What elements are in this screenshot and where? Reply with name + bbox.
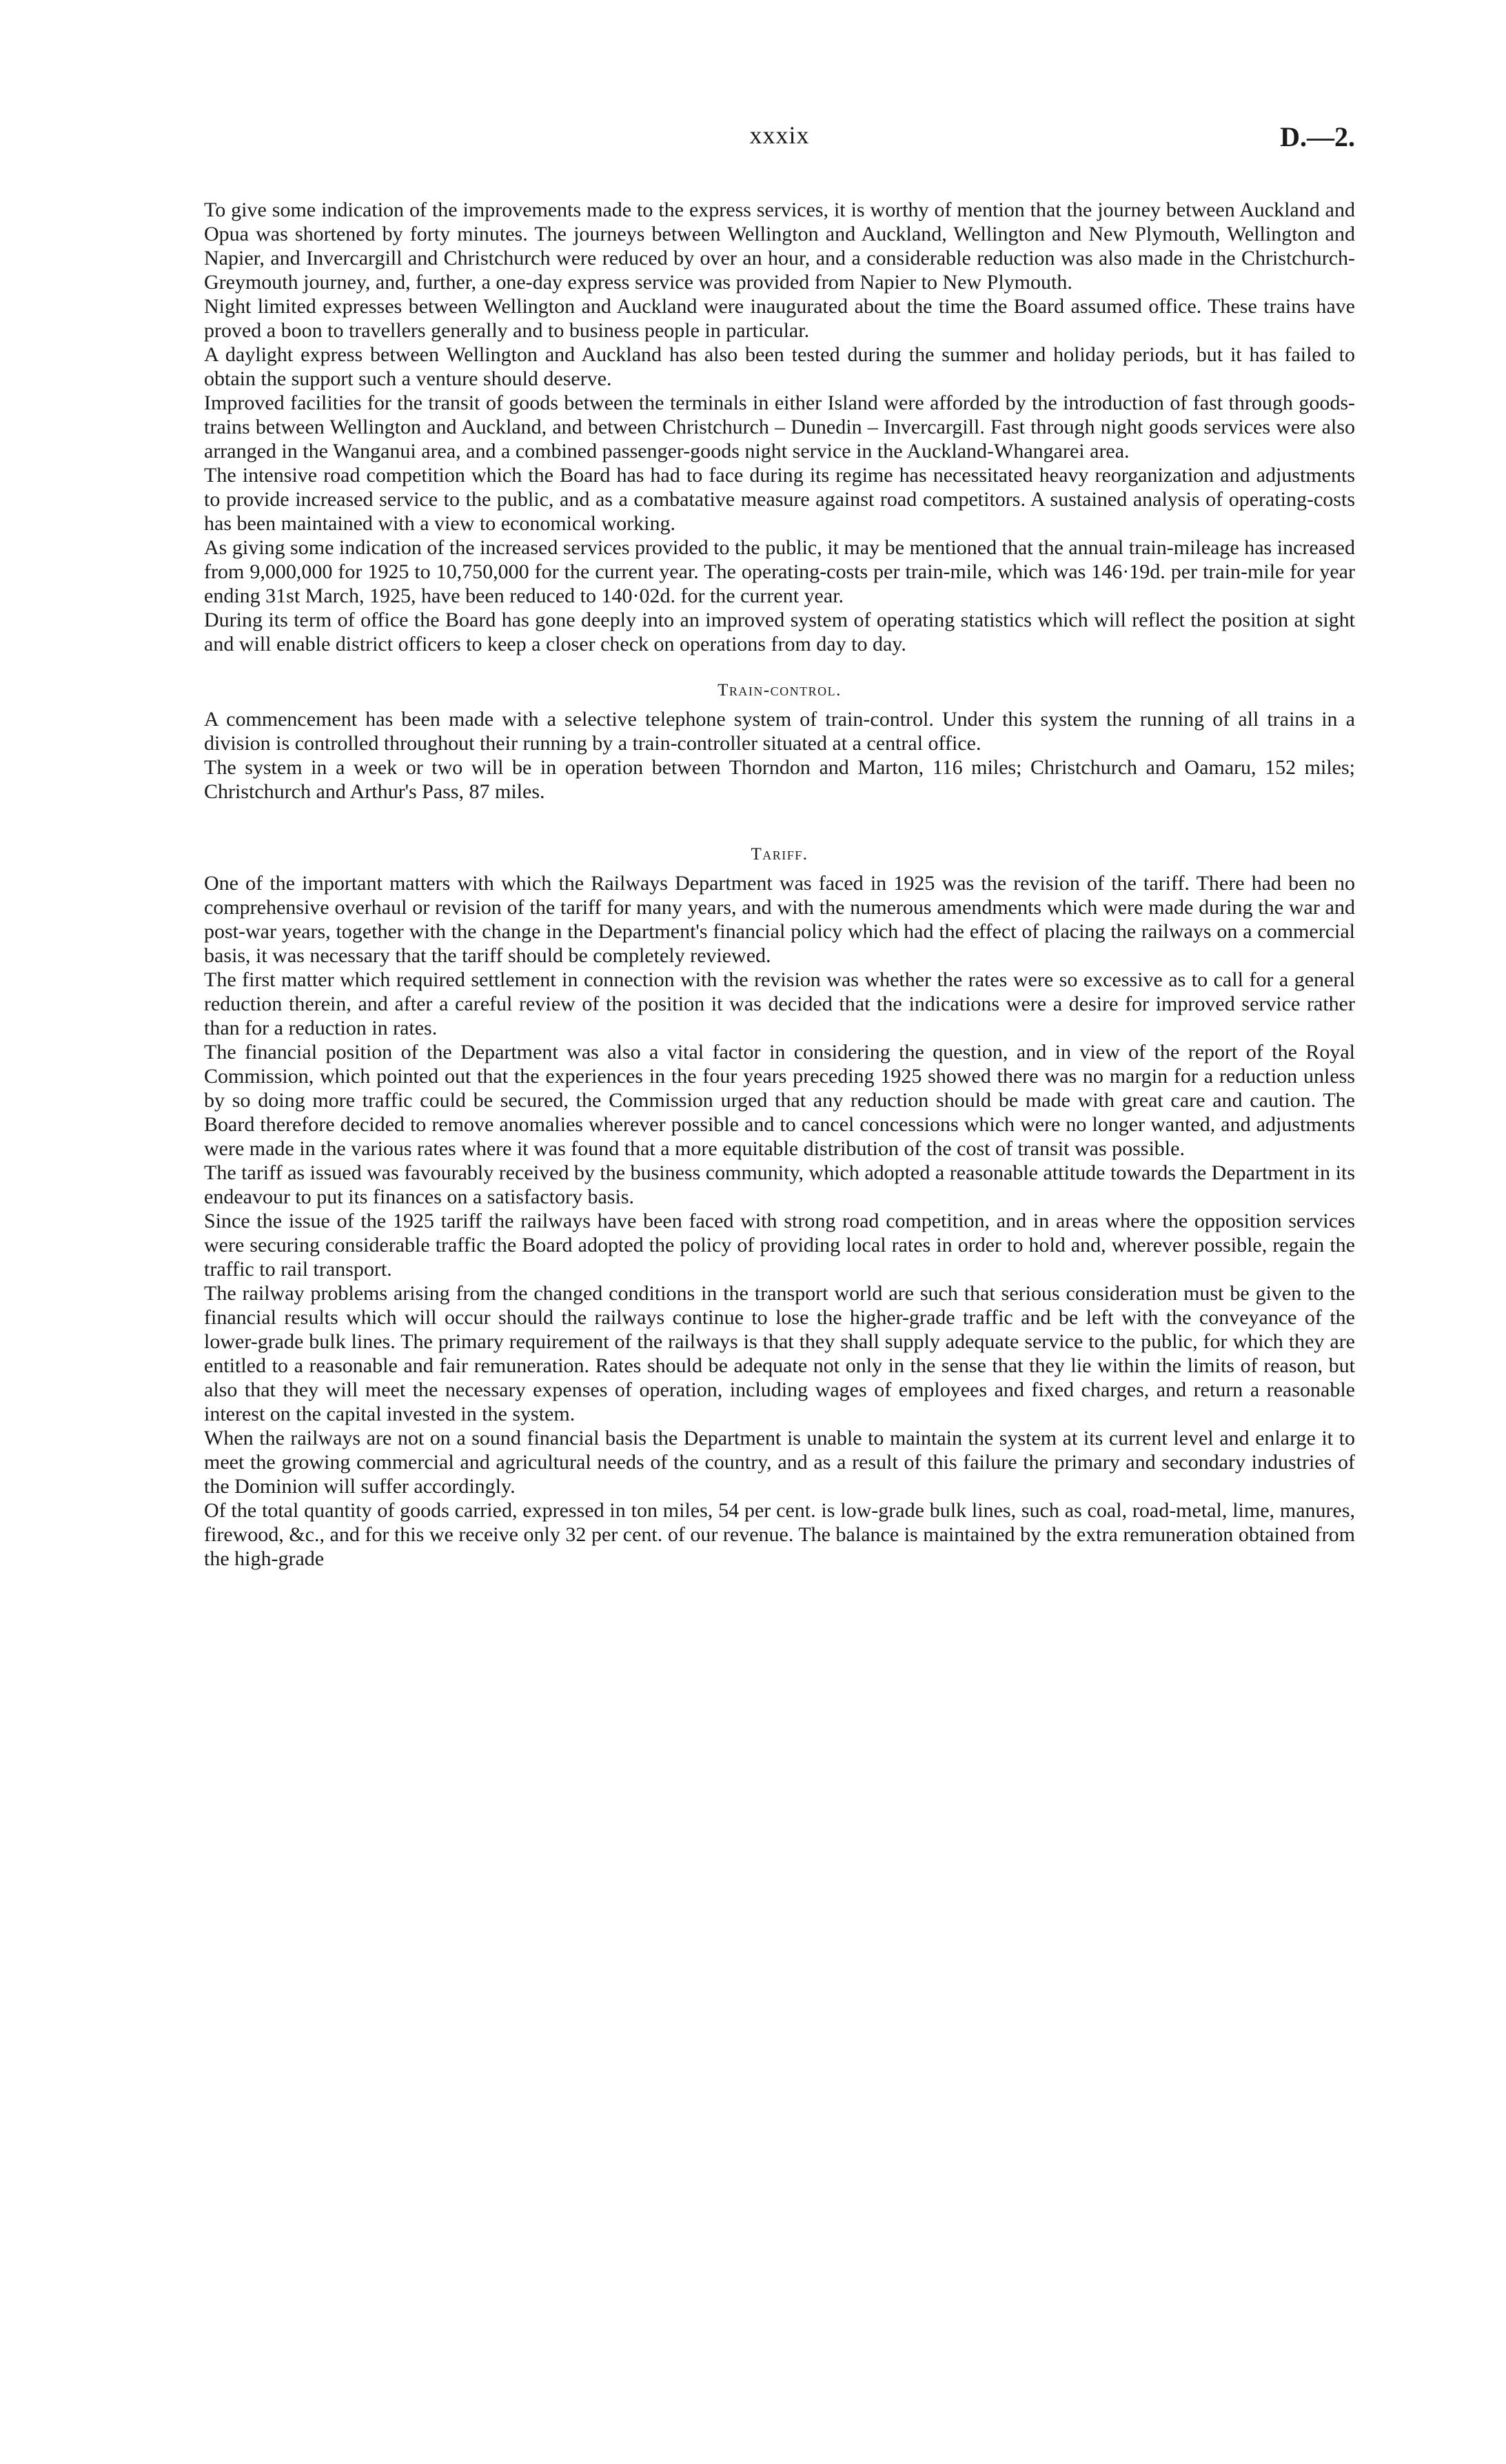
paragraph: The financial position of the Department was also a vital factor in considering the question, and in view of the report of the Royal Commission, which pointed out that the experiences in the four years preceding 1925 showed there was no margin for a reduction unless by so doing more traffic could be secured, the Commission urged that any reduction should be made with great care and caution. The Board therefore decided to remove anomalies wherever possible and to cancel concessions which were no longer wanted, and adjustments were made in the various rates where it was found that a more equitable distribution of the cost of transit was possible. bbox=[204, 1041, 1355, 1160]
paragraph: The tariff as issued was favourably received by the business community, which adopted a reasonable attitude towards the Department in its endeavour to put its finances on a satisfactory basis. bbox=[204, 1161, 1355, 1208]
paragraph: The intensive road competition which the Board has had to face during its regime has necessitated heavy reorganization and adjustments to provide increased service to the public, and as a combatative measure against road competitors. A sustained analysis of operating-costs has been maintained with a view to economical working. bbox=[204, 464, 1355, 535]
page-number: xxxix bbox=[749, 121, 810, 149]
page-header bbox=[204, 121, 1355, 162]
paragraph: The railway problems arising from the changed conditions in the transport world are such that serious consideration must be given to the financial results which will occur should the railways continue to lose the higher-grade traffic and be left with the conveyance of the lower-grade bulk lines. The primary requirement of the railways is that they shall supply adequate service to the public, for which they are entitled to a reasonable and fair remuneration. Rates should be adequate not only in the sense that they lie within the limits of reason, but also that they will meet the necessary expenses of operation, including wages of employees and fixed charges, and return a reasonable interest on the capital invested in the system. bbox=[204, 1282, 1355, 1425]
paragraph: When the railways are not on a sound financial basis the Department is unable to maintain the system at its current level and enlarge it to meet the growing commercial and agricultural needs of the country, and as a result of this failure the primary and secondary industries of the Dominion will suffer accordingly. bbox=[204, 1427, 1355, 1498]
paragraph: Of the total quantity of goods carried, expressed in ton miles, 54 per cent. is low-grade bulk lines, such as coal, road-metal, lime, manures, firewood, &c., and for this we receive only 32 per cent. of our revenue. The balance is maintained by the extra remuneration obtained from the high-grade bbox=[204, 1499, 1355, 1570]
paragraph: One of the important matters with which the Railways Department was faced in 1925 was the revision of the tariff. There had been no comprehensive overhaul or revision of the tariff for many years, and with the numerous amendments which were made during the war and post-war years, together with the change in the Department's financial policy which had the effect of placing the railways on a commercial basis, it was necessary that the tariff should be completely reviewed. bbox=[204, 872, 1355, 967]
section-heading-train-control: Train-control. bbox=[718, 681, 842, 700]
paragraph: Night limited expresses between Wellington and Auckland were inaugurated about the time the Board assumed office. These trains have proved a boon to travellers generally and to business people in particular. bbox=[204, 295, 1355, 342]
document-body bbox=[204, 198, 1355, 1571]
paragraph: Improved facilities for the transit of goods between the terminals in either Island were afforded by the introduction of fast through goods-trains between Wellington and Auckland, and between Christchurch – Dunedin – Invercargill. Fast through night goods services were also arranged in the Wanganui area, and a combined passenger-goods night service in the Auckland-Whangarei area. bbox=[204, 391, 1355, 462]
paragraph: Since the issue of the 1925 tariff the railways have been faced with strong road competition, and in areas where the opposition services were securing considerable traffic the Board adopted the policy of providing local rates in order to hold and, wherever possible, regain the traffic to rail transport. bbox=[204, 1210, 1355, 1281]
paragraph: A commencement has been made with a selective telephone system of train-control. Under this system the running of all trains in a division is controlled throughout their running by a train-controller situated at a central office. bbox=[204, 708, 1355, 755]
document-page bbox=[204, 121, 1355, 1571]
section-heading-tariff: Tariff. bbox=[751, 845, 808, 864]
paragraph: A daylight express between Wellington and Auckland has also been tested during the summer and holiday periods, but it has failed to obtain the support such a venture should deserve. bbox=[204, 343, 1355, 390]
paragraph: During its term of office the Board has gone deeply into an improved system of operating statistics which will reflect the position at sight and will enable district officers to keep a closer check on operations from day to day. bbox=[204, 609, 1355, 655]
document-reference: D.—2. bbox=[1280, 121, 1355, 152]
paragraph: To give some indication of the improvements made to the express services, it is worthy of mention that the journey between Auckland and Opua was shortened by forty minutes. The journeys between Wellington and Auckland, Wellington and New Plymouth, Wellington and Napier, and Invercargill and Christchurch were reduced by over an hour, and a considerable reduction was also made in the Christchurch-Greymouth journey, and, further, a one-day express service was provided from Napier to New Plymouth. bbox=[204, 198, 1355, 294]
paragraph: The system in a week or two will be in operation between Thorndon and Marton, 116 miles; Christchurch and Oamaru, 152 miles; Christchurch and Arthur's Pass, 87 miles. bbox=[204, 756, 1355, 803]
paragraph: As giving some indication of the increased services provided to the public, it may be mentioned that the annual train-mileage has increased from 9,000,000 for 1925 to 10,750,000 for the current year. The operating-costs per train-mile, which was 146·19d. per train-mile for year ending 31st March, 1925, have been reduced to 140·02d. for the current year. bbox=[204, 536, 1355, 607]
paragraph: The first matter which required settlement in connection with the revision was whether the rates were so excessive as to call for a general reduction therein, and after a careful review of the position it was decided that the indications were a desire for improved service rather than for a reduction in rates. bbox=[204, 968, 1355, 1039]
